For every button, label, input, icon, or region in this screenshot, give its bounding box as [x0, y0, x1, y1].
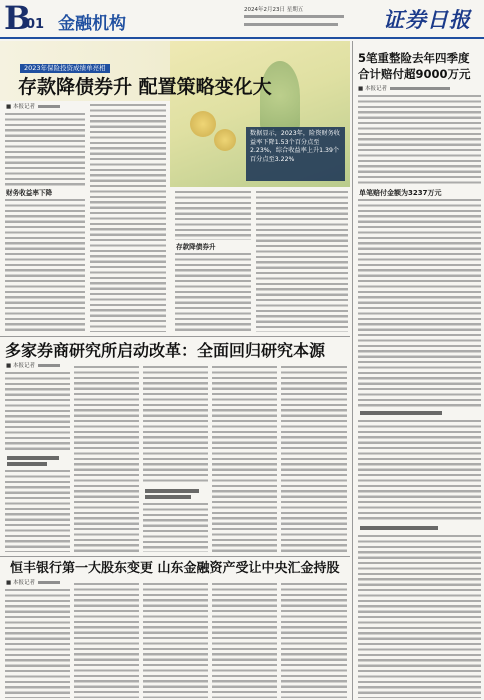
header-date: 2024年2月23日 星期五	[244, 7, 304, 13]
masthead-logo: 证券日报	[383, 7, 471, 32]
body-text-column	[358, 420, 481, 522]
side-headline-line2: 合计赔付超9000万元	[358, 67, 471, 81]
third-headline: 恒丰银行第一大股东变更 山东金融资产受让中央汇金持股	[10, 561, 340, 576]
byline-name	[38, 364, 60, 367]
byline-prefix: ■ 本报记者	[6, 363, 35, 369]
body-text-column	[256, 191, 348, 332]
body-text-column	[5, 589, 70, 698]
subhead	[360, 411, 442, 415]
right-column-divider	[352, 41, 353, 700]
body-text-column	[212, 583, 277, 698]
body-text-column	[358, 95, 481, 186]
byline-prefix: ■ 本报记者	[6, 580, 35, 586]
body-text-column	[143, 583, 208, 698]
subhead	[145, 495, 191, 499]
page-number: 01	[26, 17, 45, 32]
body-text-column	[74, 583, 139, 698]
byline-prefix: ■ 本报记者	[6, 104, 35, 110]
body-text-column	[175, 253, 251, 332]
lead-byline	[6, 104, 60, 111]
subhead	[145, 489, 199, 493]
article-divider	[0, 556, 350, 557]
body-text-column	[281, 366, 347, 552]
header-contact-line	[244, 23, 338, 26]
header-rule	[0, 37, 484, 39]
second-byline	[6, 363, 60, 370]
side-subhead: 单笔赔付金额为3237万元	[359, 189, 442, 197]
byline-name	[38, 105, 60, 108]
byline-name	[38, 581, 60, 584]
byline-name	[390, 87, 450, 90]
photo-caption: 数据显示，2023年，险资财务收益率下降1.53个百分点至2.23%，综合收益率上升1.39个百分点至3.22%	[246, 127, 345, 181]
body-text-column	[212, 366, 277, 552]
lead-kicker: 2023年保险投资成绩单亮相	[20, 64, 110, 73]
header-editor-line	[244, 15, 344, 18]
body-text-column	[358, 199, 481, 407]
body-text-column	[358, 535, 481, 698]
photo-coin-shape	[190, 111, 216, 137]
section-letter: B	[4, 0, 32, 37]
body-text-column	[143, 503, 208, 552]
body-text-column	[90, 104, 166, 332]
side-byline	[358, 86, 450, 93]
photo-coin-shape	[214, 129, 236, 151]
second-headline: 多家券商研究所启动改革：全面回归研究本源	[5, 341, 326, 360]
body-text-column	[5, 470, 70, 552]
body-text-column	[74, 366, 139, 552]
body-text-column	[281, 583, 347, 698]
subhead	[360, 526, 438, 530]
body-text-column	[143, 366, 208, 485]
subhead	[7, 456, 59, 460]
side-headline-line1: 5笔重整险去年四季度	[358, 51, 470, 65]
byline-prefix: ■ 本报记者	[358, 86, 387, 92]
third-byline	[6, 580, 60, 587]
body-text-column	[5, 372, 70, 452]
body-text-column	[175, 191, 251, 240]
body-text-column	[5, 113, 85, 186]
section-title: 金融机构	[58, 14, 126, 34]
lead-headline: 存款降债券升 配置策略变化大	[18, 76, 272, 98]
article-divider	[0, 336, 350, 337]
subhead	[7, 462, 47, 466]
lead-subhead: 存款降债券升	[176, 243, 216, 251]
lead-subhead: 财务收益率下降	[6, 189, 53, 197]
body-text-column	[5, 199, 85, 332]
